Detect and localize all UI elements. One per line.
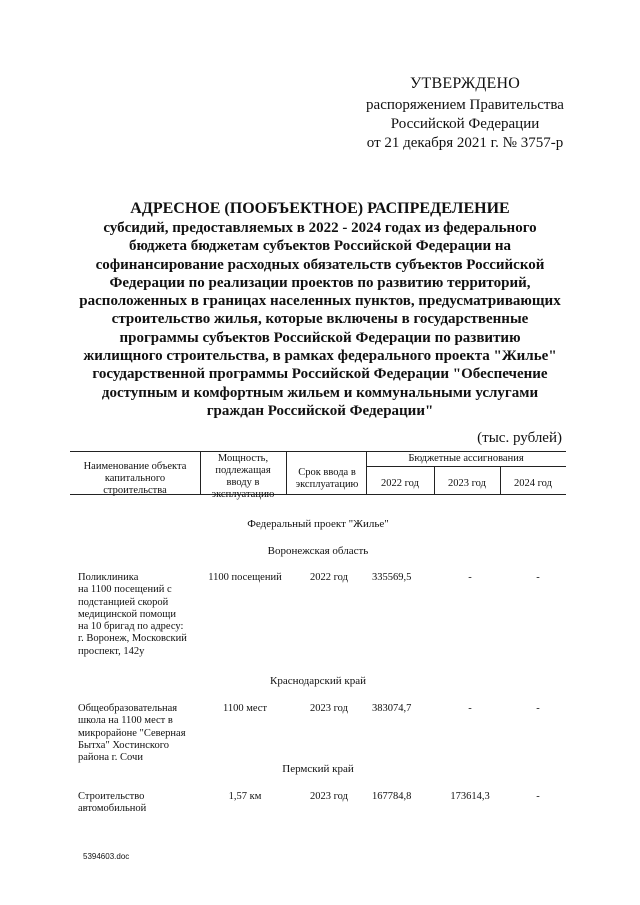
approval-line-1: распоряжением Правительства xyxy=(366,97,564,113)
term-cell: 2023 год xyxy=(310,791,348,802)
document-title-line: граждан Российской Федерации" xyxy=(206,402,434,419)
approval-line-3: от 21 декабря 2021 г. № 3757-р xyxy=(366,135,564,151)
object-name-line: на 1100 посещений с xyxy=(78,584,172,596)
budget-2022-cell: 383074,7 xyxy=(372,703,412,714)
header-budget-rule xyxy=(366,466,566,467)
header-year-2024: 2024 год xyxy=(514,478,552,489)
table-header xyxy=(70,451,566,500)
region-title: Краснодарский край xyxy=(269,675,366,687)
document-title-line: софинансирование расходных обязательств субъектов Российской xyxy=(95,256,545,273)
region-title: Пермский край xyxy=(282,763,354,775)
document-title-line: бюджета бюджетам субъектов Российской Федерации на xyxy=(128,238,512,255)
document-title-line: государственной программы Российской Федерации "Обеспечение xyxy=(92,366,548,383)
header-year-2022: 2022 год xyxy=(381,478,419,489)
budget-2023-cell: - xyxy=(468,572,472,583)
object-name-line: г. Воронеж, Московский xyxy=(78,633,187,645)
document-title-line: расположенных в границах населенных пунктов, предусматривающих xyxy=(79,293,561,310)
object-name-line: подстанцией скорой xyxy=(78,596,169,608)
object-name-line: Строительство xyxy=(78,791,145,802)
capacity-cell: 1,57 км xyxy=(228,791,262,802)
capacity-cell: 1100 мест xyxy=(222,703,268,714)
approval-line-2: Российской Федерации xyxy=(390,116,540,132)
budget-2023-cell: - xyxy=(468,703,472,714)
budget-2022-cell: 335569,5 xyxy=(372,572,412,583)
object-name-line: школа на 1100 мест в xyxy=(78,715,173,727)
header-top-rule xyxy=(70,451,566,452)
object-name-line: Поликлиника xyxy=(78,572,139,583)
document-title-line: доступным и комфортным жильем и коммунальными услугами xyxy=(101,384,539,401)
approval-title: УТВЕРЖДЕНО xyxy=(409,75,520,92)
object-name-line: автомобильной xyxy=(78,803,147,815)
term-cell: 2022 год xyxy=(310,572,348,583)
object-name-line: микрорайоне "Северная xyxy=(78,727,186,739)
document-title-line: жилищного строительства, в рамках федерального проекта "Жилье" xyxy=(83,348,557,365)
object-name-line: Общеобразовательная xyxy=(78,703,178,714)
budget-2023-cell: 173614,3 xyxy=(450,791,490,802)
object-name xyxy=(78,791,198,816)
document-title-line: субсидий, предоставляемых в 2022 - 2024 годах из федерального xyxy=(103,220,537,236)
header-divider xyxy=(286,451,287,495)
document-title-line: программы субъектов Российской Федерации по развитию xyxy=(119,329,521,346)
object-name-line: медицинской помощи xyxy=(78,608,176,620)
budget-2024-cell: - xyxy=(536,572,540,583)
region-title: Воронежская область xyxy=(267,545,369,557)
document-title-line: Федерации по реализации проектов по развитию территорий, xyxy=(109,274,531,291)
capacity-cell: 1100 посещений xyxy=(208,572,282,583)
document-title-heading: АДРЕСНОЕ (ПООБЪЕКТНОЕ) РАСПРЕДЕЛЕНИЕ xyxy=(130,200,510,217)
document-title xyxy=(60,199,580,420)
header-capacity: Мощность, подлежащая вводу в эксплуатацию xyxy=(211,453,275,500)
units-label: (тыс. рублей) xyxy=(477,430,562,446)
object-name-line: района г. Сочи xyxy=(78,752,143,764)
budget-2024-cell: - xyxy=(536,791,540,802)
document-title-line: строительство жилья, которые включены в государственные xyxy=(111,311,529,328)
header-divider xyxy=(500,466,501,495)
budget-2022-cell: 167784,8 xyxy=(372,791,412,802)
object-name-line: проспект, 142у xyxy=(78,645,145,657)
header-budget: Бюджетные ассигнования xyxy=(408,453,524,464)
header-year-2023: 2023 год xyxy=(448,478,486,489)
budget-2024-cell: - xyxy=(536,703,540,714)
header-divider xyxy=(366,451,367,495)
header-divider xyxy=(200,451,201,495)
federal-project-title: Федеральный проект "Жилье" xyxy=(247,518,389,530)
object-name xyxy=(78,572,198,658)
header-divider xyxy=(434,466,435,495)
object-name-line: на 10 бригад по адресу: xyxy=(78,621,184,633)
file-name-footer: 5394603.doc xyxy=(83,852,130,861)
object-name-line: Бытха" Хостинского xyxy=(78,739,170,751)
approval-stamp xyxy=(330,74,600,153)
object-name xyxy=(78,703,198,764)
header-name: Наименование объекта капитального строительства xyxy=(83,461,187,496)
term-cell: 2023 год xyxy=(310,703,348,714)
header-term: Срок ввода в эксплуатацию xyxy=(295,467,359,490)
